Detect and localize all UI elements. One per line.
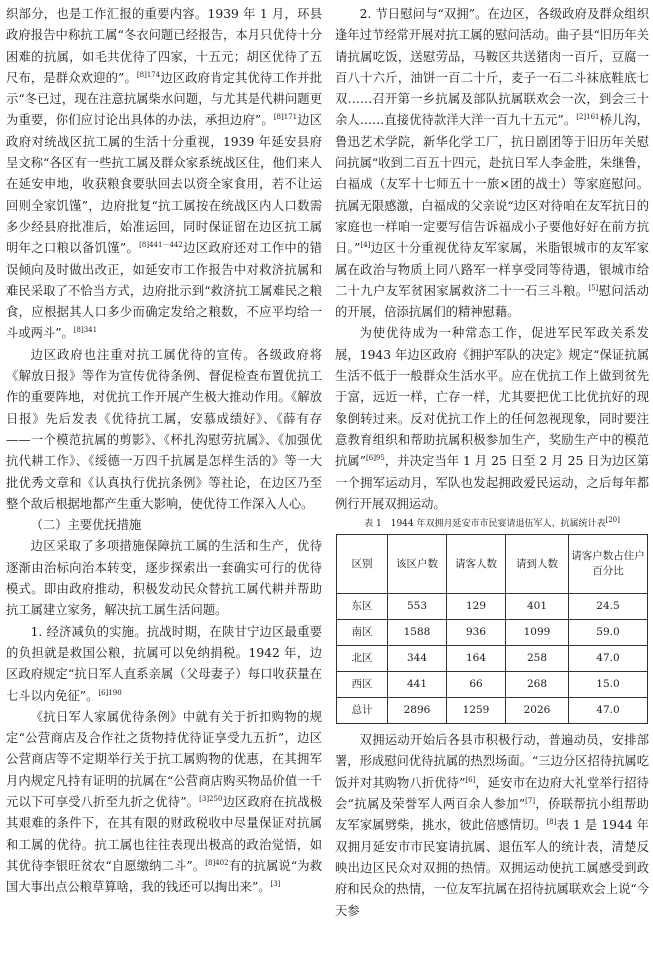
table-cell: 1099 bbox=[506, 620, 569, 646]
citation: [6]190 bbox=[98, 688, 122, 697]
citation: [6]95 bbox=[366, 454, 385, 463]
paragraph: 2. 节日慰问与“双拥”。在边区，各级政府及群众组织逢年过节经常开展对抗工属的慰问活动。曲子县“旧历年关请抗属吃饭，送慰劳品，马鞍区共送猪肉一百斤，豆腐一百八十六斤，油饼一百二十斤，麦子一石二斗袜底鞋底七双……召开第一乡抗属及部队抗属联欢会一次，到会三十余人……直接优待款洋大洋一百九十五元”。$^{[2]161}$桥儿沟，鲁迅艺术学院，新华化学工厂，抗日剧团等于旧历年关慰问抗属“收到二百五十四元，赴抗日军人李金胜，朱继鲁，白福成（友军十七师五十一旅×团的战士）等家庭慰问。抗属无限感激，白福成的父亲说“边区对待咱在友军抗日的家庭也一样咱一定要写信告诉福成小子要他好好在前方抗日。”[4]边区十分重视优待友军家属，米脂银城市的友军家属在政治与物质上同八路军一样享受同等待遇，银城市给二十九户友军贫困家属救济二十一石三斗粮。[5]慰问活动的开展，倍添抗属们的精神慰藉。 bbox=[335, 7, 649, 320]
table-cell: 南区 bbox=[337, 620, 388, 646]
table-cell: 164 bbox=[447, 646, 506, 672]
left-column bbox=[6, 4, 322, 898]
table-cell: 2896 bbox=[388, 698, 447, 724]
table-header-cell: 请客户数占住户百分比 bbox=[569, 535, 648, 594]
citation: [4] bbox=[360, 241, 371, 250]
table-cell: 15.0 bbox=[569, 672, 648, 698]
citation: [3] bbox=[270, 880, 281, 889]
table-cell: 总计 bbox=[337, 698, 388, 724]
paragraph: 双拥运动开始后各县市积极行动，普遍动员，安排部署，形成慰问优待抗属的热烈场面。“三边分区招待抗属吃饭并对其购物八折优待”[6]，延安市在边府大礼堂举行招待会“抗属及荣誉军人两百余人参加”[7]，侨联帮抗小组帮助友军家属劈柴，挑水，彼此倍感情切。[8]表 1 是 1944 年双拥月延安市市民宴请抗属、退伍军人的统计表，清楚反映出边区民众对双拥的热情。双拥运动使抗工属感受到政府和民众的热情，一位友军抗属在招待抗属联欢会上说“今天参 bbox=[335, 733, 649, 918]
table-row bbox=[337, 620, 648, 646]
paragraph: 织部分，也是工作汇报的重要内容。1939 年 1 月，环县政府报告中称抗工属“冬衣问题已经报告，本月只优待十分困难的抗属，如毛共优待了四家，十五元；胡区优待了五尺布，是群众欢迎的”。$^{[8]174}$边区政府肯定其优待工作并批示“冬已过，现在注意抗属柴水问题，与尤其是代耕问题更为重要，你们应讨论出具体的办法，承担边府”。$^{[8]171}$边区政府对统战区抗工属的生活十分重视，1939 年延安县府呈文称“各区有一些抗工属及群众家系统战区住，他们来人在延安申地，收获粮食要驮回去以资全家食用，若不让运回则全家饥馑”，边府批复“抗工属按在统战区内人口数需多少经县府批准后，始准运回，同时保证留在边区抗工属明年之口粮以备饥馑”。$^{[8]441-442}$边区政府还对工作中的错误倾向及时做出改正，如延安市工作报告中对救济抗属和难民采取了不恰当方式，边府批示到“救济抗工属难民之粮食，应根据其人口多少而确定发给之粮数，不应平均给一斗或两斗”。$^{[8]341}$ bbox=[6, 7, 322, 341]
table-cell: 东区 bbox=[337, 594, 388, 620]
citation: [8] bbox=[546, 818, 557, 827]
table-caption: 表 1 1944 年双拥月延安市市民宴请退伍军人、抗属统计表[20] bbox=[364, 516, 620, 530]
table-cell: 59.0 bbox=[569, 620, 648, 646]
table-cell: 1259 bbox=[447, 698, 506, 724]
table-row bbox=[337, 672, 648, 698]
table-row bbox=[337, 698, 648, 724]
table-cell: 936 bbox=[447, 620, 506, 646]
citation: [3]250 bbox=[199, 794, 223, 803]
paragraph: 边区采取了多项措施保障抗工属的生活和生产，优待逐渐由治标向治本转变，逐步探索出一套确实可行的优待模式。即由政府推动，积极发动民众替抗工属代耕并帮助抗工属建立家务，解决抗工属生活问题。 bbox=[6, 539, 322, 618]
section-subheading: （二）主要优抚措施 bbox=[30, 518, 142, 533]
table-cell: 47.0 bbox=[569, 646, 648, 672]
table-cell: 66 bbox=[447, 672, 506, 698]
citation: [8]341 bbox=[73, 326, 98, 335]
table-cell: 北区 bbox=[337, 646, 388, 672]
table-cell: 401 bbox=[506, 594, 569, 620]
paragraph: 《抗日军人家属优待条例》中就有关于折扣购物的规定“公营商店及合作社之货物持优待证享受九五折”，边区公营商店等不定期举行关于抗工属购物的优惠，在其拥军月内规定凡持有证明的抗属在“公营商店购买物品价值一千元以下可享受八折至九折之优待”。$^{[3]250}$边区政府在抗战极其艰难的条件下，在其有限的财政税收中尽量保证对抗属和工属的优待。抗工属也往往表现出极高的政治觉悟，如其优待李银旺贫农“自愿缴纳二斗”。$^{[8]402}$有的抗属说“为救国大事出点公粮草算啥，我的钱还可以掏出来”。[3] bbox=[6, 709, 322, 895]
table-cell: 258 bbox=[506, 646, 569, 672]
right-column bbox=[335, 4, 649, 922]
table-cell: 2026 bbox=[506, 698, 569, 724]
table-header-cell: 该区户数 bbox=[388, 535, 447, 594]
table-cell: 268 bbox=[506, 672, 569, 698]
table-cell: 24.5 bbox=[569, 594, 648, 620]
citation: [5] bbox=[588, 283, 599, 292]
table-cell: 西区 bbox=[337, 672, 388, 698]
citation: [20] bbox=[605, 516, 620, 525]
table-cell: 1588 bbox=[388, 620, 447, 646]
citation: [8]402 bbox=[205, 858, 229, 867]
citation: [8]441－442 bbox=[139, 241, 183, 250]
citation: [8]171 bbox=[273, 113, 298, 122]
statistics-table bbox=[336, 534, 648, 724]
paragraph: 1. 经济减负的实施。抗战时期，在陕甘宁边区最重要的负担就是救国公粮，抗属可以免纳捐税。1942 年，边区政府规定“抗日军人直系亲属（父母妻子）每口收获量在七斗以内免征”。$^{[6]190}$ bbox=[6, 624, 322, 703]
table-row bbox=[337, 594, 648, 620]
table-header-cell: 区别 bbox=[337, 535, 388, 594]
citation: [7] bbox=[525, 796, 536, 805]
table-cell: 129 bbox=[447, 594, 506, 620]
citation: [8]174 bbox=[136, 70, 161, 79]
table-header-cell: 请到人数 bbox=[506, 535, 569, 594]
paragraph: 边区政府也注重对抗工属优待的宣传。各级政府将《解放日报》等作为宣传优待条例、督促检查布置优抗工作的重要阵地，对优抗工作开展产生极大推动作用。《解放日报》先后发表《优待抗工属，安慕成绩好》、《薛有存——一个模范抗属的剪影》、《杯扎沟慰劳抗属》、《加强优抗代耕工作》、《绥德一万四千抗属是怎样生活的》等一大批优秀文章和《认真执行优抗条例》等社论，在边区乃至整个敌后根据地都产生重大影响，使优待工作深入人心。 bbox=[6, 347, 322, 511]
citation: [6] bbox=[465, 775, 476, 784]
table-header-cell: 请客人数 bbox=[447, 535, 506, 594]
paragraph: 为使优待成为一种常态工作，促进军民军政关系发展，1943 年边区政府《拥护军队的决定》规定“保证抗属生活不低于一般群众生活水平。应在优抗工作上做到贫先于富，远近一样，亡存一样，尤其要把优工比优抗好的现象倒转过来。反对优抗工作上的任何忽视现象，同时要注意教育组织和帮助抗属积极参加生产，奖励生产中的模范抗属”$^{[6]95}$，并决定当年 1 月 25 日至 2 月 25 日为边区第一个拥军运动月，军队也发起拥政爱民运动，之后每年都例行开展双拥运动。 bbox=[335, 326, 649, 511]
table-cell: 441 bbox=[388, 672, 447, 698]
table-cell: 47.0 bbox=[569, 698, 648, 724]
table-cell: 344 bbox=[388, 646, 447, 672]
table-header-row bbox=[337, 535, 648, 594]
table-row bbox=[337, 646, 648, 672]
citation: [2]161 bbox=[576, 113, 600, 122]
table-cell: 553 bbox=[388, 594, 447, 620]
